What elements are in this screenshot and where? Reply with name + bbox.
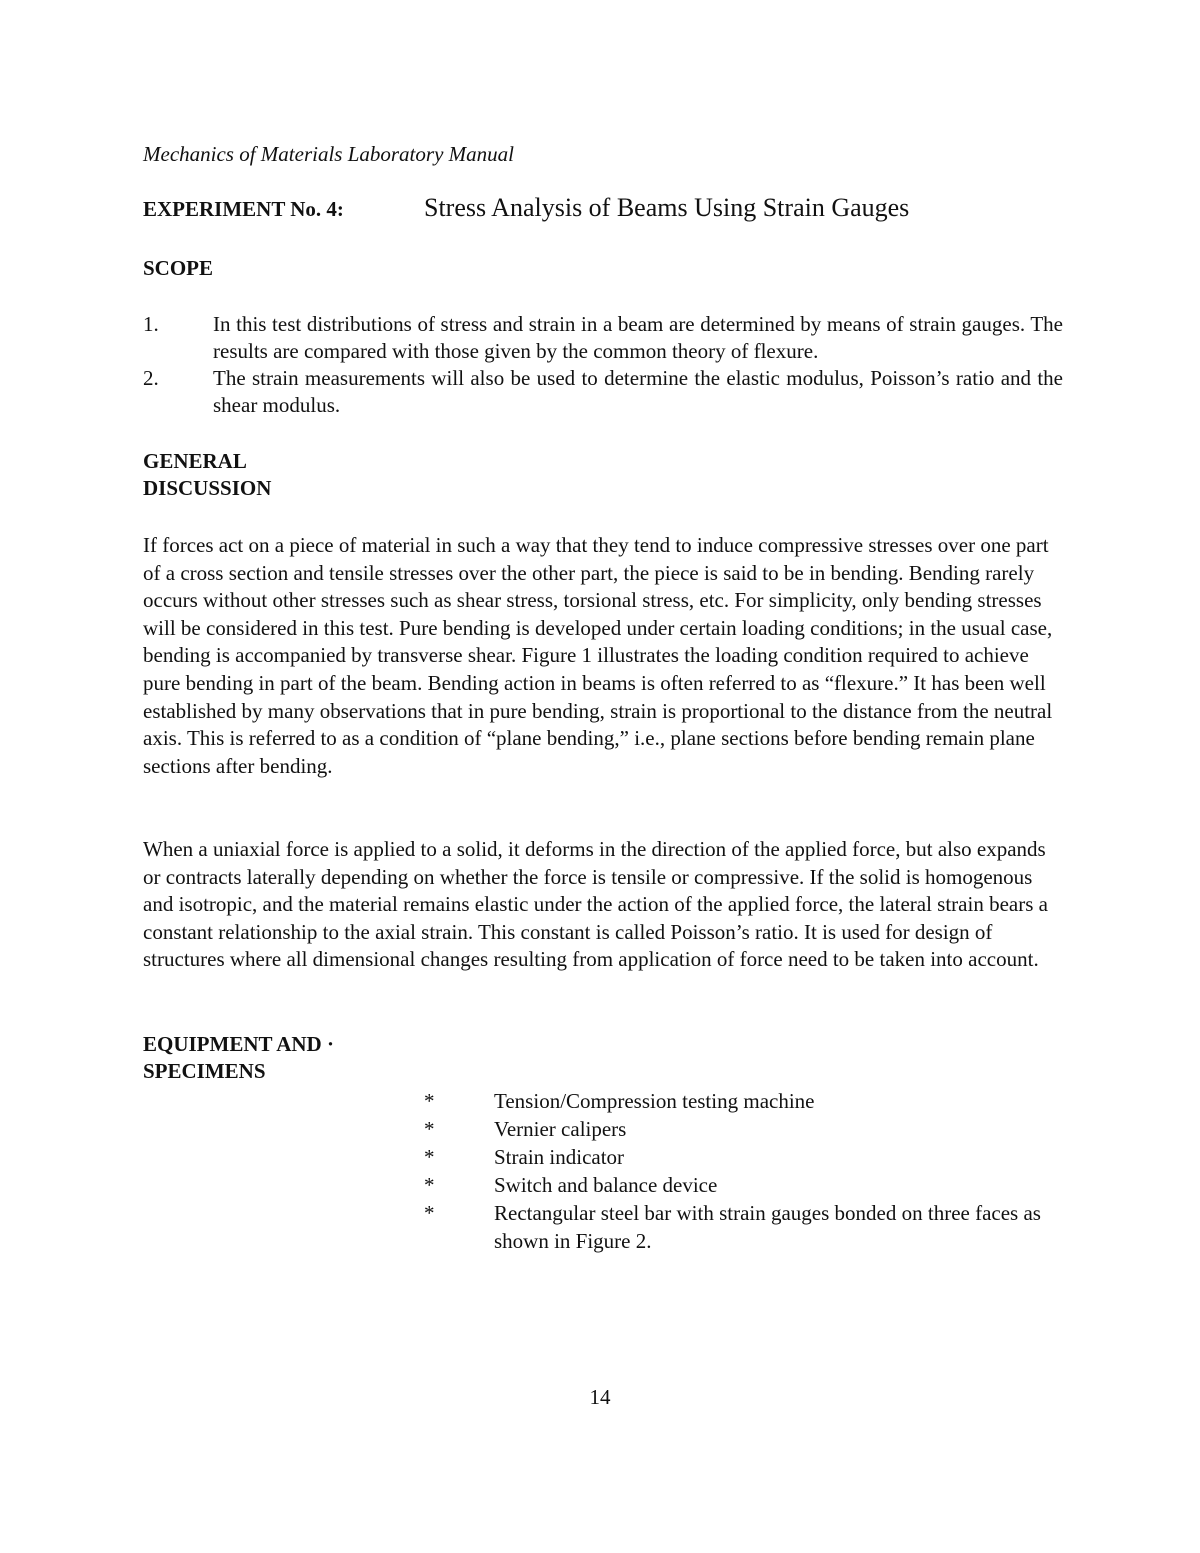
discussion-paragraph-1: If forces act on a piece of material in such a way that they tend to induce compressive stresses over one part of a cross section and tensile stresses over the other part, the piece is said to be in bending. Bending rarely occurs without other stresses such as shear stress, torsional stress, etc. For simplicity, only bending stresses will be considered in this test. Pure bending is developed under certain loading conditions; in the usual case, bending is accompanied by transverse shear. Figure 1 illustrates the loading condition required to achieve pure bending in part of the beam. Bending action in beams is often referred to as “flexure.” It has been well established by many observations that in pure bending, strain is proportional to the distance from the neutral axis. This is referred to as a condition of “plane bending,” i.e., plane sections before bending remain plane sections after bending.: [143, 533, 1053, 778]
scope-heading: SCOPE: [143, 256, 214, 280]
bullet-asterisk: *: [424, 1145, 435, 1169]
bullet-asterisk: *: [424, 1089, 435, 1113]
equipment-item: [424, 1143, 1074, 1171]
bullet-asterisk: *: [424, 1173, 435, 1197]
equipment-item-text: Tension/Compression testing machine: [494, 1089, 815, 1113]
bullet-asterisk: *: [424, 1117, 435, 1141]
equipment-item: [424, 1199, 1074, 1255]
equipment-item: [424, 1115, 1074, 1143]
general-discussion-heading-line2: DISCUSSION: [143, 476, 272, 500]
scope-item: [143, 311, 1063, 365]
scope-item-number: 1.: [143, 312, 159, 336]
experiment-title: Stress Analysis of Beams Using Strain Gauges: [424, 193, 910, 222]
discussion-paragraph-2: When a uniaxial force is applied to a solid, it deforms in the direction of the applied force, but also expands or contracts laterally depending on whether the force is tensile or compressive. If the solid is homogenous and isotropic, and the material remains elastic under the action of the applied force, the lateral strain bears a constant relationship to the axial strain. This constant is called Poisson’s ratio. It is used for design of structures where all dimensional changes resulting from application of force need to be taken into account.: [143, 837, 1048, 972]
equipment-item: [424, 1087, 1074, 1115]
equipment-item-text: Switch and balance device: [494, 1173, 718, 1197]
equipment-heading: [143, 1031, 334, 1085]
experiment-label: EXPERIMENT No. 4:: [143, 197, 344, 221]
equipment-heading-line2: SPECIMENS: [143, 1059, 266, 1083]
equipment-item: [424, 1171, 1074, 1199]
equipment-list: [424, 1087, 1074, 1255]
scope-item-text: In this test distributions of stress and strain in a beam are determined by means of strain gauges. The results are compared with those given by the common theory of flexure.: [213, 312, 1063, 363]
scope-item: [143, 365, 1063, 419]
equipment-item-text: Vernier calipers: [494, 1117, 627, 1141]
scope-item-number: 2.: [143, 366, 159, 390]
scope-item-text: The strain measurements will also be used to determine the elastic modulus, Poisson’s ratio and the shear modulus.: [213, 366, 1063, 417]
general-discussion-heading-line1: GENERAL: [143, 449, 247, 473]
general-discussion-heading: [143, 448, 271, 502]
bullet-asterisk: *: [424, 1201, 435, 1225]
equipment-heading-line1: EQUIPMENT AND ·: [143, 1032, 334, 1056]
equipment-item-text: Strain indicator: [494, 1145, 625, 1169]
equipment-item-text: Rectangular steel bar with strain gauges bonded on three faces as shown in Figure 2.: [494, 1201, 1041, 1253]
page-number: 14: [589, 1385, 611, 1409]
scope-list: [143, 311, 1063, 419]
running-header: Mechanics of Materials Laboratory Manual: [143, 142, 514, 166]
